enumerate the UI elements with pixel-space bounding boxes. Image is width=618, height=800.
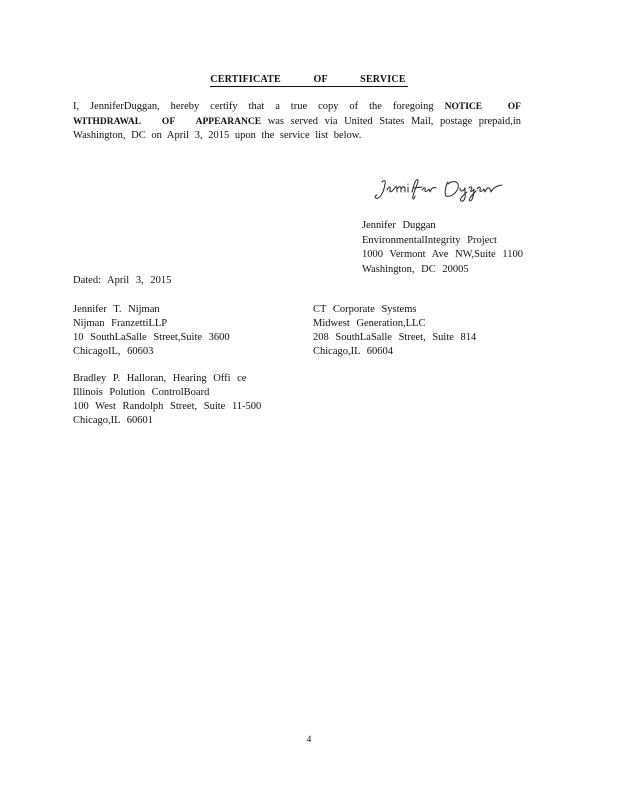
- signature-block: [362, 219, 523, 277]
- recipient-firm: Illinois Polution ControlBoard: [73, 387, 210, 398]
- dated-line: Dated: April 3, 2015: [73, 275, 172, 286]
- signer-organization: EnvironmentalIntegrity Project: [362, 234, 497, 246]
- service-address: [313, 303, 476, 359]
- service-address: [73, 303, 230, 359]
- certification-lead: I, JenniferDuggan, hereby certify that a true copy of the foregoing: [73, 101, 434, 112]
- page-title: CERTIFICATE OF SERVICE: [210, 74, 406, 85]
- signer-street: 1000 Vermont Ave NW,Suite 1100: [362, 249, 523, 260]
- recipient-street: 208 SouthLaSalle Street, Suite 814: [313, 332, 477, 343]
- recipient-city: Chicago,IL 60601: [73, 415, 154, 426]
- recipient-city: Chicago,IL 60604: [313, 346, 394, 357]
- service-address: [73, 372, 261, 428]
- recipient-street: 100 West Randolph Street, Suite 11-500: [73, 401, 262, 412]
- recipient-firm: Midwest Generation,LLC: [313, 318, 426, 329]
- recipient-firm: Nijman FranzettiLLP: [73, 318, 168, 329]
- recipient-name: CT Corporate Systems: [313, 304, 417, 315]
- recipient-city: ChicagoIL, 60603: [73, 346, 154, 357]
- signer-city: Washington, DC 20005: [362, 263, 469, 275]
- document-name: NOTICE OF WITHDRAWAL OF APPEARANCE: [73, 102, 521, 127]
- handwritten-signature: [372, 174, 532, 204]
- certification-tail: was served via United States Mail, postage prepaid,in Washington, DC on April 3, 2015 upon the service list below.: [73, 115, 522, 141]
- recipient-name: Jennifer T. Nijman: [73, 304, 160, 315]
- certification-paragraph: [73, 100, 521, 144]
- page-number: 4: [306, 734, 312, 744]
- recipient-street: 10 SouthLaSalle Street,Suite 3600: [73, 332, 230, 343]
- signer-name: Jennifer Duggan: [362, 220, 436, 231]
- recipient-name: Bradley P. Halloran, Hearing Offi ce: [73, 373, 247, 384]
